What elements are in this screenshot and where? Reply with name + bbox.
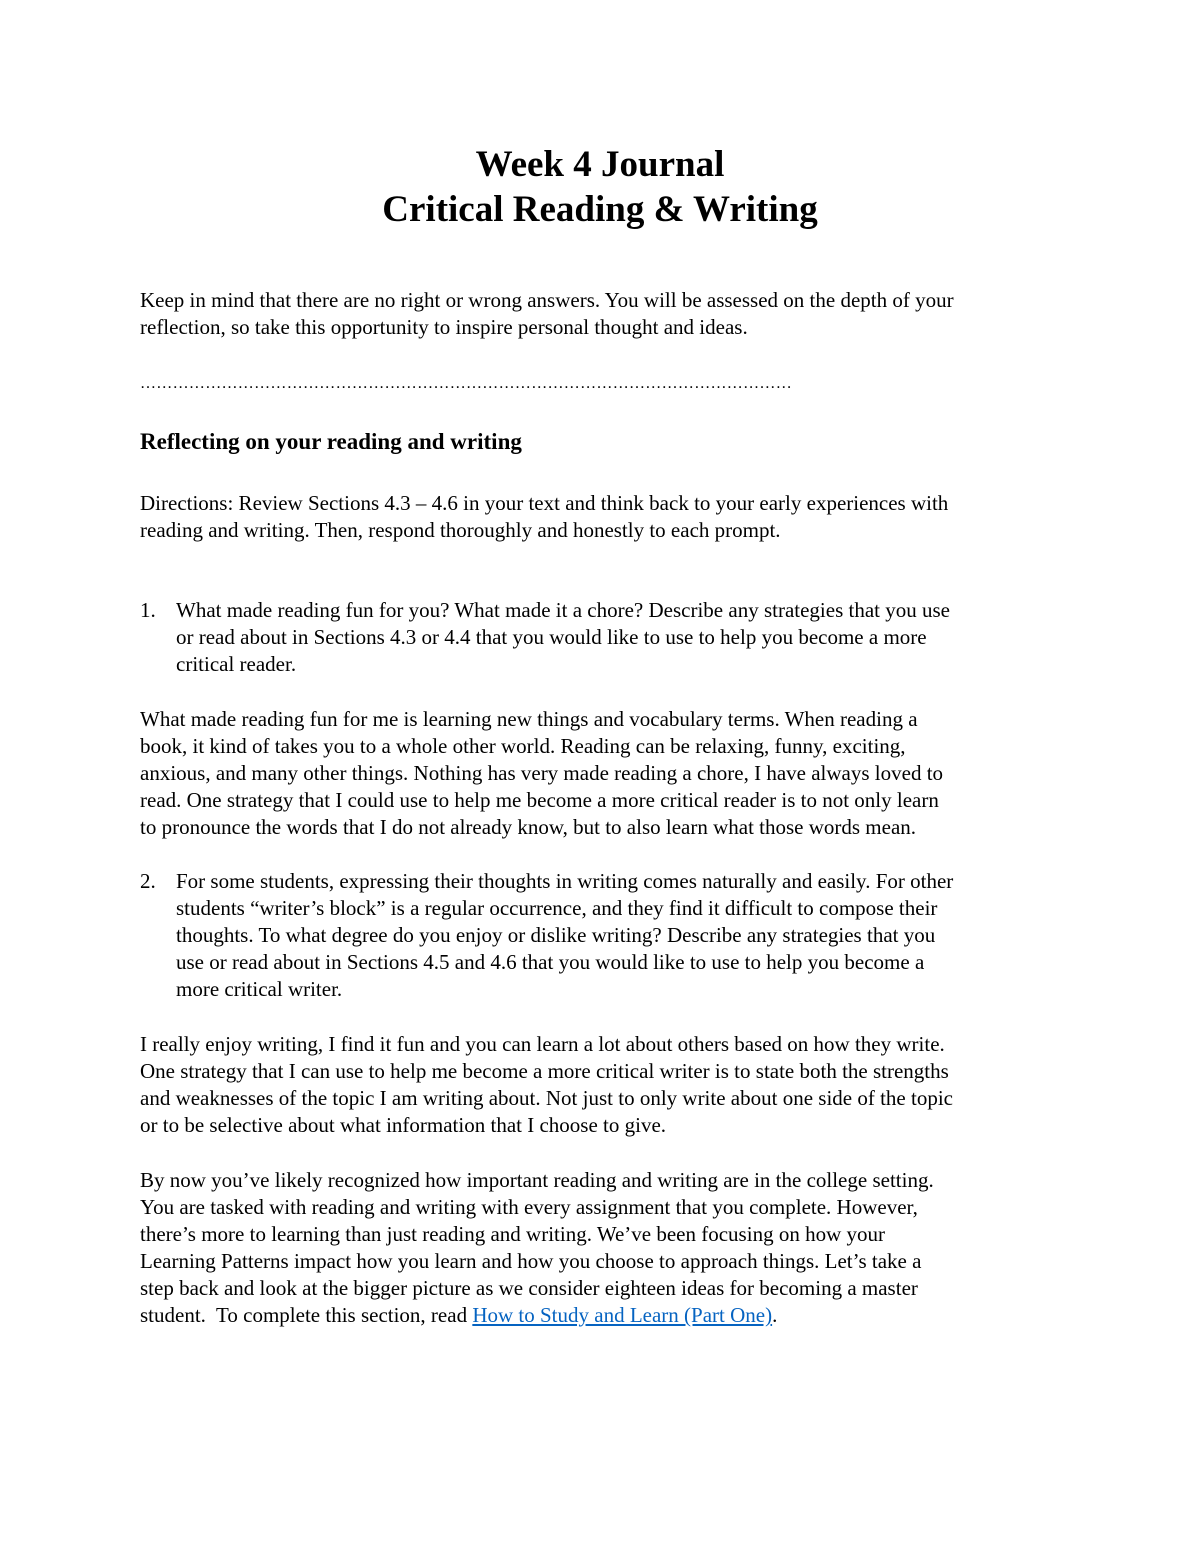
- text-fragment: student. To complete this section, read: [140, 1303, 473, 1327]
- text-line: more critical writer.: [176, 977, 343, 1001]
- directions-paragraph: [140, 490, 1080, 544]
- text-line: For some students, expressing their thoughts in writing comes naturally and easily. For other: [176, 869, 954, 893]
- document-title: Week 4 Journal: [475, 144, 725, 185]
- dotted-divider: …………………………………………………………………………………………………………: [140, 375, 792, 392]
- answer-2: [140, 1031, 1080, 1139]
- answer-1: [140, 706, 1080, 841]
- text-line: or read about in Sections 4.3 or 4.4 that you would like to use to help you become a more: [176, 625, 927, 649]
- text-line: reflection, so take this opportunity to inspire personal thought and ideas.: [140, 315, 748, 339]
- text-line: read. One strategy that I could use to help me become a more critical reader is to not only learn: [140, 788, 939, 812]
- prompt-2: [176, 868, 1116, 1003]
- text-line: Keep in mind that there are no right or wrong answers. You will be assessed on the depth of your: [140, 288, 954, 312]
- text-line: or to be selective about what information that I choose to give.: [140, 1113, 667, 1137]
- text-line: book, it kind of takes you to a whole other world. Reading can be relaxing, funny, exciting,: [140, 734, 906, 758]
- prompt-1: [176, 597, 1116, 678]
- text-line: Learning Patterns impact how you learn and how you choose to approach things. Let’s take a: [140, 1249, 922, 1273]
- text-line: there’s more to learning than just reading and writing. We’ve been focusing on how your: [140, 1222, 885, 1246]
- prompt-number: 1.: [140, 598, 156, 622]
- text-line: You are tasked with reading and writing with every assignment that you complete. However,: [140, 1195, 918, 1219]
- text-line: anxious, and many other things. Nothing has very made reading a chore, I have always loved to: [140, 761, 944, 785]
- text-line: [140, 1302, 1080, 1329]
- text-line: I really enjoy writing, I find it fun and you can learn a lot about others based on how they write.: [140, 1032, 945, 1056]
- intro-paragraph: [140, 287, 1080, 341]
- document-subtitle: Critical Reading & Writing: [382, 189, 818, 230]
- text-line: to pronounce the words that I do not already know, but to also learn what those words mean.: [140, 815, 917, 839]
- text-line: What made reading fun for you? What made it a chore? Describe any strategies that you use: [176, 598, 950, 622]
- text-line: step back and look at the bigger picture as we consider eighteen ideas for becoming a master: [140, 1276, 918, 1300]
- section-heading: Reflecting on your reading and writing: [140, 429, 522, 454]
- text-line: and weaknesses of the topic I am writing about. Not just to only write about one side of the topic: [140, 1086, 953, 1110]
- text-line: reading and writing. Then, respond thoroughly and honestly to each prompt.: [140, 518, 781, 542]
- text-line: By now you’ve likely recognized how important reading and writing are in the college setting.: [140, 1168, 934, 1192]
- text-line: critical reader.: [176, 652, 297, 676]
- text-line: What made reading fun for me is learning new things and vocabulary terms. When reading a: [140, 707, 918, 731]
- text-line: students “writer’s block” is a regular occurrence, and they find it difficult to compose their: [176, 896, 938, 920]
- how-to-study-link[interactable]: How to Study and Learn (Part One): [472, 1303, 773, 1327]
- prompt-number: 2.: [140, 869, 156, 893]
- text-fragment: .: [772, 1303, 778, 1327]
- text-line: Directions: Review Sections 4.3 – 4.6 in your text and think back to your early experiences with: [140, 491, 949, 515]
- text-line: use or read about in Sections 4.5 and 4.6 that you would like to use to help you become a: [176, 950, 925, 974]
- closing-paragraph: [140, 1167, 1080, 1329]
- text-line: thoughts. To what degree do you enjoy or dislike writing? Describe any strategies that you: [176, 923, 936, 947]
- text-line: One strategy that I can use to help me become a more critical writer is to state both the strengths: [140, 1059, 949, 1083]
